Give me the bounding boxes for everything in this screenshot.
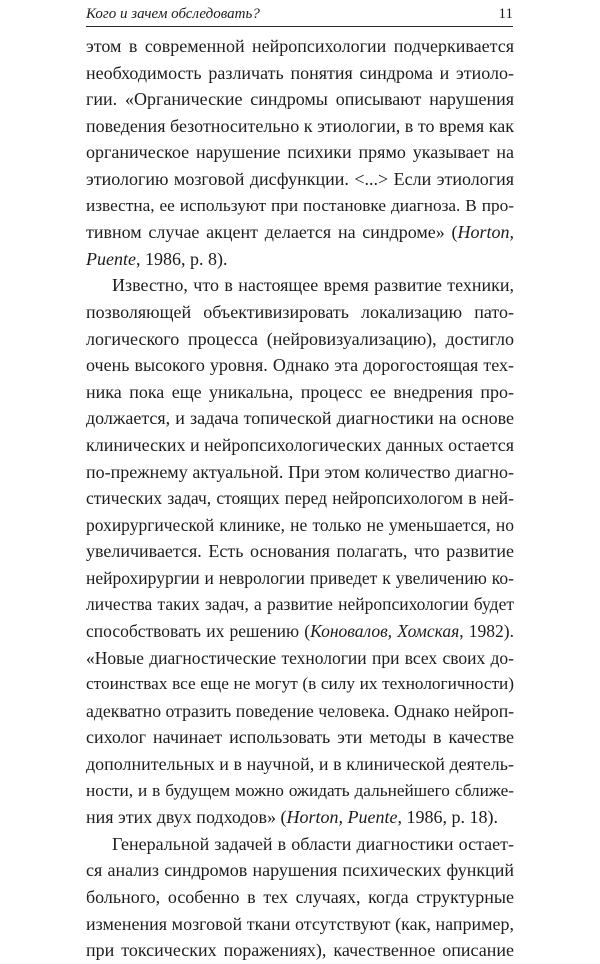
- text-line: [86, 246, 514, 273]
- text-line: рохирургической клинике, не только не уменьшается, но: [86, 514, 514, 535]
- citation: Horton,: [457, 222, 514, 243]
- text-line: ника пока еще уникальна, процесс ее внедрения про-: [86, 381, 514, 402]
- text-line: этом в современной нейропсихологии подчеркивается: [86, 36, 514, 56]
- text-line: органическое нарушение психики прямо указывает на: [86, 142, 514, 163]
- text-line: больного, особенно в тех случаях, когда структурные: [86, 887, 514, 907]
- text-line: стических задач, стоящих перед нейропсихологом в ней-: [86, 488, 514, 509]
- text-line: очень высокого уровня. Однако эта дорогостоящая тех-: [86, 355, 514, 376]
- text-run: способствовать их решению (: [86, 621, 311, 642]
- text-line: ся анализ синдромов нарушения психических функций: [86, 860, 514, 881]
- text-line: сихолог начинает использовать эти методы в качестве: [86, 727, 514, 748]
- text-run: , 1986, p. 18).: [397, 807, 499, 828]
- text-line: увеличивается. Есть основания полагать, что развитие: [86, 541, 514, 562]
- citation: Horton, Puente: [286, 807, 398, 828]
- citation: Коновалов, Хомская: [310, 621, 460, 642]
- text-line: Генеральной задачей в области диагностики остает-: [112, 833, 514, 854]
- text-run: тивном случае акцент делается на синдроме» (: [86, 222, 458, 243]
- text-line: нейрохирургии и неврологии приведет к увеличению ко-: [86, 567, 514, 588]
- text-line: стоинствах все еще не могут (в силу их технологичности): [86, 674, 514, 694]
- text-line: известна, ее используют при постановке диагноза. В про-: [86, 195, 514, 215]
- header-rule: [86, 26, 513, 27]
- page-number: 11: [498, 6, 513, 22]
- text-line: изменения мозговой ткани отсутствуют (как, например,: [86, 913, 514, 934]
- text-line: поведения безотносительно к этиологии, в то время как: [86, 115, 514, 136]
- text-run: , 1986, p. 8).: [135, 248, 228, 269]
- text-line: этиологию мозговой дисфункции. <...> Если этиология: [86, 168, 514, 189]
- text-line: [86, 219, 514, 246]
- text-line: [86, 804, 514, 831]
- text-line: должается, и задача топической диагностики на основе: [86, 408, 514, 429]
- text-line: гии. «Органические синдромы описывают нарушения: [86, 89, 514, 110]
- text-line: Известно, что в настоящее время развитие техники,: [112, 275, 514, 296]
- text-line: клинических и нейропсихологических данных остается: [86, 434, 514, 455]
- text-line: ности, и в будущем можно ожидать дальнейшего сближе-: [86, 780, 514, 800]
- text-line: [86, 618, 514, 645]
- text-line: по-прежнему актуальной. При этом количество диагно-: [86, 461, 514, 482]
- running-title: Кого и зачем обследовать?: [86, 6, 260, 22]
- text-line: необходимость различать понятия синдрома и этиоло-: [86, 62, 514, 83]
- citation: Puente: [86, 248, 136, 269]
- text-line: позволяющей объективизировать локализацию пато-: [86, 301, 514, 322]
- running-head: [86, 3, 513, 25]
- text-line: логического процесса (нейровизуализацию), достигло: [86, 328, 514, 349]
- text-line: адекватно отразить поведение человека. Однако нейроп-: [86, 700, 515, 721]
- text-line: личества таких задач, а развитие нейропсихологии будет: [86, 594, 514, 615]
- text-run: , 1982).: [459, 621, 515, 642]
- text-line: при токсических поражениях), качественное описание: [86, 940, 514, 961]
- text-line: дополнительных и в научной, и в клинической деятель-: [86, 754, 514, 775]
- body-text: [86, 33, 514, 964]
- text-line: «Новые диагностические технологии при всех своих до-: [86, 647, 514, 668]
- text-run: ния этих двух подходов» (: [86, 807, 287, 828]
